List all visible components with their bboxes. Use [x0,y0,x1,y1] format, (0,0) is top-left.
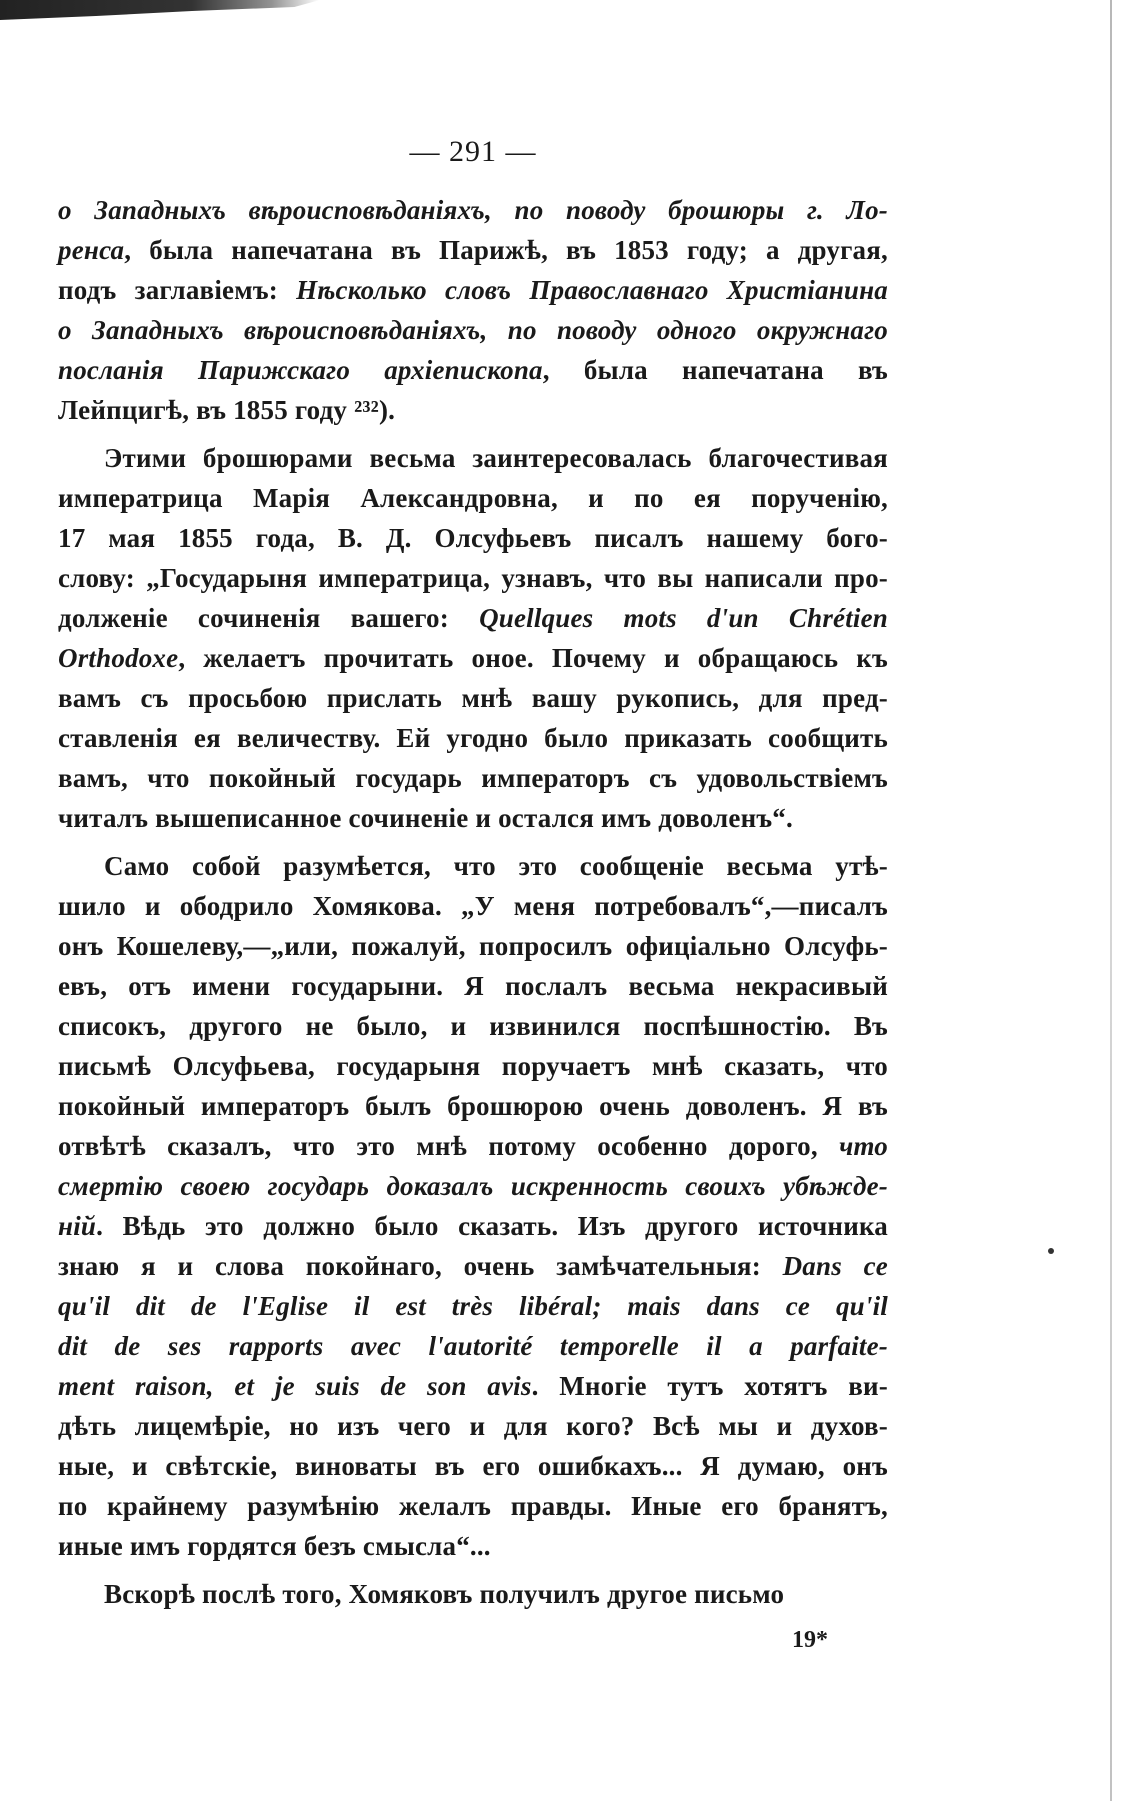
text-segment: , желаетъ прочитать оное. Почему и обращаюсь къ [178,643,888,673]
text-line [58,598,888,638]
text-line [58,310,888,350]
italic-segment: смертію своею государь доказалъ искренность своихъ убѣжде- [58,1171,888,1201]
book-page [58,128,888,1658]
text-segment: ные, и свѣтскіе, виноваты въ его ошибкахъ... Я думаю, онъ [58,1451,888,1481]
text-segment: долженіе сочиненія вашего: [58,603,480,633]
text-line [58,270,888,310]
text-segment: знаю я и слова покойнаго, очень замѣчательныя: [58,1251,783,1281]
text-line [58,1246,888,1286]
text-segment: Этими брошюрами весьма заинтересовалась благочестивая [104,443,888,473]
paragraph [58,1574,888,1614]
text-line [58,718,888,758]
text-segment: Лейпцигѣ, въ 1855 году ²³²). [58,395,396,425]
italic-segment: ment raison, et je suis de son avis [58,1371,532,1401]
text-segment: ставленія ея величеству. Ей угодно было приказать сообщить [58,723,888,753]
signature-mark: 19* [792,1627,828,1653]
text-line [58,1406,888,1446]
text-line [58,798,888,838]
italic-segment: ренса [58,235,125,265]
text-segment: иные имъ гордятся безъ смысла“... [58,1531,491,1561]
text-segment: отвѣтѣ сказалъ, что это мнѣ потому особенно дорого, [58,1131,840,1161]
text-line [58,390,888,430]
text-segment: , была напечатана въ [542,355,888,385]
text-line [58,1446,888,1486]
text-line [58,758,888,798]
text-segment: письмѣ Олсуфьева, государыня поручаетъ мнѣ сказать, что [58,1051,888,1081]
text-line [58,926,888,966]
italic-segment: о Западныхъ вѣроисповѣданіяхъ, по поводу одного окружнаго [58,315,888,345]
page-number: — 291 — [409,135,537,168]
text-segment: . Многіе тутъ хотятъ ви- [531,1371,888,1401]
text-line [58,1574,888,1614]
text-segment: вамъ съ просьбою прислать мнѣ вашу рукопись, для пред- [58,683,888,713]
text-segment: списокъ, другого не было, и извинился поспѣшностію. Въ [58,1011,888,1041]
text-segment: слову: „Государыня императрица, узнавъ, что вы написали про- [58,563,888,593]
text-segment: дѣть лицемѣріе, но изъ чего и для кого? Всѣ мы и духов- [58,1411,888,1441]
paragraph [58,438,888,838]
text-segment: читалъ вышеписанное сочиненіе и остался имъ доволенъ“. [58,803,793,833]
text-line [58,846,888,886]
italic-segment: о Западныхъ вѣроисповѣданіяхъ, по поводу брошюры г. Ло- [58,195,888,225]
text-line [58,190,888,230]
text-segment: . Вѣдь это должно было сказать. Изъ другого источника [96,1211,888,1241]
text-body [58,190,888,1614]
paragraph [58,846,888,1566]
text-line [58,558,888,598]
text-line [58,1526,888,1566]
text-line [58,350,888,390]
text-line [58,1006,888,1046]
text-line [58,1486,888,1526]
text-segment: императрица Марія Александровна, и по ея порученію, [58,483,888,513]
text-line [58,886,888,926]
italic-segment: что [839,1131,888,1161]
italic-segment: Quellques mots d'un Chrétien [479,603,889,633]
text-line [58,1366,888,1406]
italic-segment: Нѣсколько словъ Православнаго Христіанина [296,275,888,305]
text-line [58,1046,888,1086]
text-line [58,478,888,518]
text-line [58,966,888,1006]
text-line [58,1166,888,1206]
text-segment: Само собой разумѣется, что это сообщеніе весьма утѣ- [104,851,888,881]
text-line [58,438,888,478]
scan-dot-mark [1048,1248,1054,1254]
text-line [58,1326,888,1366]
italic-segment: qu'il dit de l'Eglise il est très libéral; mais dans ce qu'il [58,1291,888,1321]
text-segment: Вскорѣ послѣ того, Хомяковъ получилъ другое письмо [104,1579,785,1609]
text-segment: шило и ободрило Хомякова. „У меня потребовалъ“,—писалъ [58,891,888,921]
text-segment: , была напечатана въ Парижѣ, въ 1853 году; а другая, [124,235,888,265]
text-line [58,230,888,270]
paragraph [58,190,888,430]
text-segment: подъ заглавіемъ: [58,275,297,305]
text-segment: покойный императоръ былъ брошюрою очень доволенъ. Я въ [58,1091,888,1121]
italic-segment: dit de ses rapports avec l'autorité temporelle il a parfaite- [58,1331,888,1361]
italic-segment: Orthodoxe [58,643,179,673]
text-line [58,1126,888,1166]
text-line [58,1086,888,1126]
text-line [58,678,888,718]
text-line [58,638,888,678]
italic-segment: Dans ce [782,1251,888,1281]
text-segment: по крайнему разумѣнію желалъ правды. Иные его бранятъ, [58,1491,888,1521]
italic-segment: ній [58,1211,97,1241]
italic-segment: посланія Парижскаго архіепископа [58,355,543,385]
text-segment: вамъ, что покойный государь императоръ съ удовольствіемъ [58,763,888,793]
text-segment: евъ, отъ имени государыни. Я послалъ весьма некрасивый [58,971,888,1001]
scan-edge-mark-top [0,0,320,20]
text-line [58,518,888,558]
text-segment: 17 мая 1855 года, В. Д. Олсуфьевъ писалъ нашему бого- [58,523,888,553]
text-line [58,1206,888,1246]
scan-edge-mark-right [1110,0,1112,1801]
text-segment: онъ Кошелеву,—„или, пожалуй, попросилъ офиціально Олсуфь- [58,931,888,961]
text-line [58,1286,888,1326]
